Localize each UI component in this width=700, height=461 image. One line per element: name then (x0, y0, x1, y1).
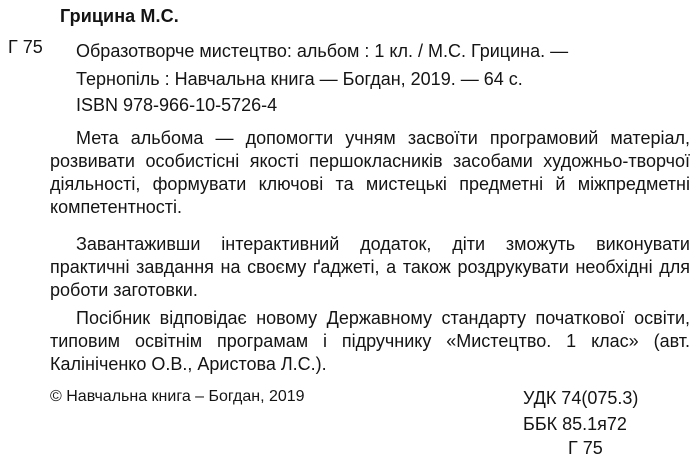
annotation-paragraph-standard: Посібник відповідає новому Державному стандарту початкової освіти, типовим освітнім програмам і підручнику «Мистецтво. 1 клас» (авт. Калініченко О.В., Аристова Л.С.). (50, 308, 690, 374)
annotation-paragraph-app: Завантаживши інтерактивний додаток, діти зможуть виконувати практичні завдання на своєму ґаджеті, а також роздрукувати необхідні для роботи заготовки. (50, 234, 690, 300)
bibliographic-entry-line-2: Тернопіль : Навчальна книга — Богдан, 2019. — 64 с. (76, 69, 523, 89)
author-sign-code: Г 75 (568, 438, 603, 458)
udk-index: УДК 74(075.3) (523, 388, 639, 408)
classification-code: Г 75 (8, 37, 43, 57)
bibliographic-entry-line-1: Образотворче мистецтво: альбом : 1 кл. / М.С. Грицина. — (76, 41, 569, 61)
bbk-index: ББК 85.1я72 (523, 414, 627, 434)
isbn: ISBN 978-966-10-5726-4 (76, 95, 278, 115)
bibliographic-entry (76, 37, 568, 93)
author-name: Грицина М.С. (60, 6, 179, 26)
annotation-paragraph-purpose: Мета альбома — допомогти учням засвоїти програмовий матеріал, розвивати особистісні якості першокласників засобами художньо-творчої діяльності, формувати ключові та мистецькі предметні й міжпредметні компетентності. (50, 128, 690, 217)
copyright-notice: © Навчальна книга – Богдан, 2019 (50, 388, 305, 405)
